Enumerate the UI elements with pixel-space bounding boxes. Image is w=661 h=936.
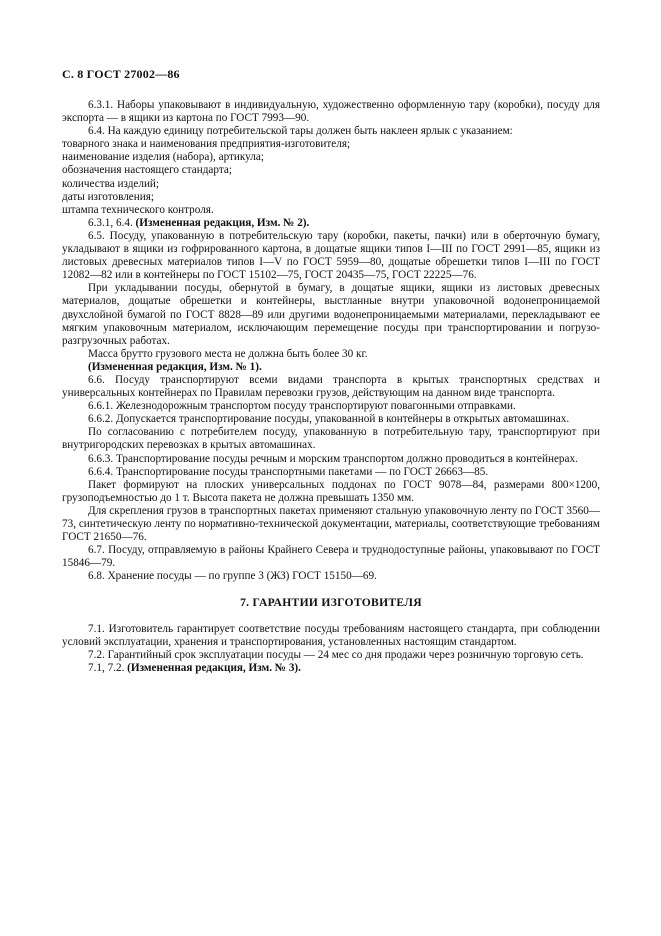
paragraph-consumer: По согласованию с потребителем посуду, упакованную в потребительную тару, транспортируют при внутригородских перевозках в крытых автомашинах. — [62, 426, 600, 452]
paragraph-6-7: 6.7. Посуду, отправляемую в районы Крайнего Севера и труднодоступные районы, упаковывают по ГОСТ 15846—79. — [62, 544, 600, 570]
list-item: штампа технического контроля. — [62, 203, 214, 216]
list-item: товарного знака и наименования предприятия-изготовителя; — [62, 138, 351, 151]
page-header: С. 8 ГОСТ 27002—86 — [62, 67, 180, 81]
paragraph-7-1: 7.1. Изготовитель гарантирует соответствие посуды требованиям настоящего стандарта, при соблюдении условий эксплуатации, хранения и транспортирования, установленных настоящим стандартом. — [62, 622, 600, 648]
paragraph-6-8: 6.8. Хранение посуды — по группе 3 (ЖЗ) ГОСТ 15150—69. — [88, 570, 377, 583]
section-title: 7. ГАРАНТИИ ИЗГОТОВИТЕЛЯ — [240, 596, 422, 610]
paragraph-6-4: 6.4. На каждую единицу потребительской тары должен быть наклеен ярлык с указанием: — [88, 125, 513, 138]
paragraph-6-3-1: 6.3.1. Наборы упаковывают в индивидуальную, художественно оформленную тару (коробки), посуду для экспорта — в ящики из картона по ГОСТ 7993—90. — [62, 99, 600, 125]
paragraph-6-6-4: 6.6.4. Транспортирование посуды транспортными пакетами — по ГОСТ 26663—85. — [88, 465, 489, 478]
amendment-note-2 — [62, 217, 600, 230]
amendment-label: (Измененная редакция, Изм. № 2). — [135, 216, 310, 229]
paragraph-mass: Масса брутто грузового места не должна быть более 30 кг. — [88, 347, 368, 360]
document-body — [62, 99, 600, 675]
paragraph-6-6-1: 6.6.1. Железнодорожным транспортом посуду транспортируют повагонными отправками. — [88, 400, 516, 413]
list-item: даты изготовления; — [62, 190, 154, 203]
paragraph-6-6-2: 6.6.2. Допускается транспортирование посуды, упакованной в контейнеры в открытых автомашинах. — [88, 413, 570, 426]
paragraph-6-6: 6.6. Посуду транспортируют всеми видами транспорта в крытых транспортных средствах и универсальных контейнерах по Правилам перевозки грузов, действующим на данном виде транспорта. — [62, 373, 600, 400]
amendment-label: (Измененная редакция, Изм. № 1). — [88, 360, 262, 373]
list-item: количества изделий; — [62, 177, 160, 190]
amendment-note-1 — [62, 361, 600, 374]
paragraph-6-6-3: 6.6.3. Транспортирование посуды речным и морским транспортом должно проводиться в контейнерах. — [88, 452, 578, 465]
amendment-note-3 — [62, 662, 600, 675]
list-item: обозначения настоящего стандарта; — [62, 164, 232, 177]
paragraph-6-5: 6.5. Посуду, упакованную в потребительскую тару (коробки, пакеты, пачки) или в оберточную бумагу, укладывают в ящики из гофрированного картона, в дощатые ящики типов I—III по ГОСТ 2991—85, ящики из листовых древесных материалов типов I—V по ГОСТ 5959—80, дощатые обрешетки типов I—III по ГОСТ 12082—82 или в контейнеры по ГОСТ 15102—75, ГОСТ 20435—75, ГОСТ 22225—76. — [62, 229, 600, 282]
amendment-label: (Измененная редакция, Изм. № 3). — [127, 661, 301, 674]
paragraph-pallet: Пакет формируют на плоских универсальных поддонах по ГОСТ 9078—84, размерами 800×1200, грузоподъемностью до 1 т. Высота пакета не должна превышать 1350 мм. — [62, 478, 600, 504]
paragraph-packing: При укладывании посуды, обернутой в бумагу, в дощатые ящики, ящики из листовых древесных материалов, дощатые обрешетки и контейнеры, выстланные внутри упаковочной водонепроницаемой двухслойной бумагой по ГОСТ 8828—89 или другими водонепроницаемыми материалами, перекладывают ее мягким упаковочным материалом, исключающим перемещение посуды при транспортировании и погрузо-разгрузочных работах. — [62, 282, 600, 347]
paragraph-7-2: 7.2. Гарантийный срок эксплуатации посуды — 24 мес со дня продажи через розничную торговую сеть. — [88, 648, 584, 661]
amendment-ref: 6.3.1, 6.4. — [88, 216, 133, 229]
list-item: наименование изделия (набора), артикула; — [62, 151, 264, 164]
amendment-ref: 7.1, 7.2. — [88, 661, 125, 674]
paragraph-fastening: Для скрепления грузов в транспортных пакетах применяют стальную упаковочную ленту по ГОСТ 3560—73, синтетическую ленту по нормативно-технической документации, материалы, соответствующие требованиям ГОСТ 21650—76. — [62, 504, 600, 544]
